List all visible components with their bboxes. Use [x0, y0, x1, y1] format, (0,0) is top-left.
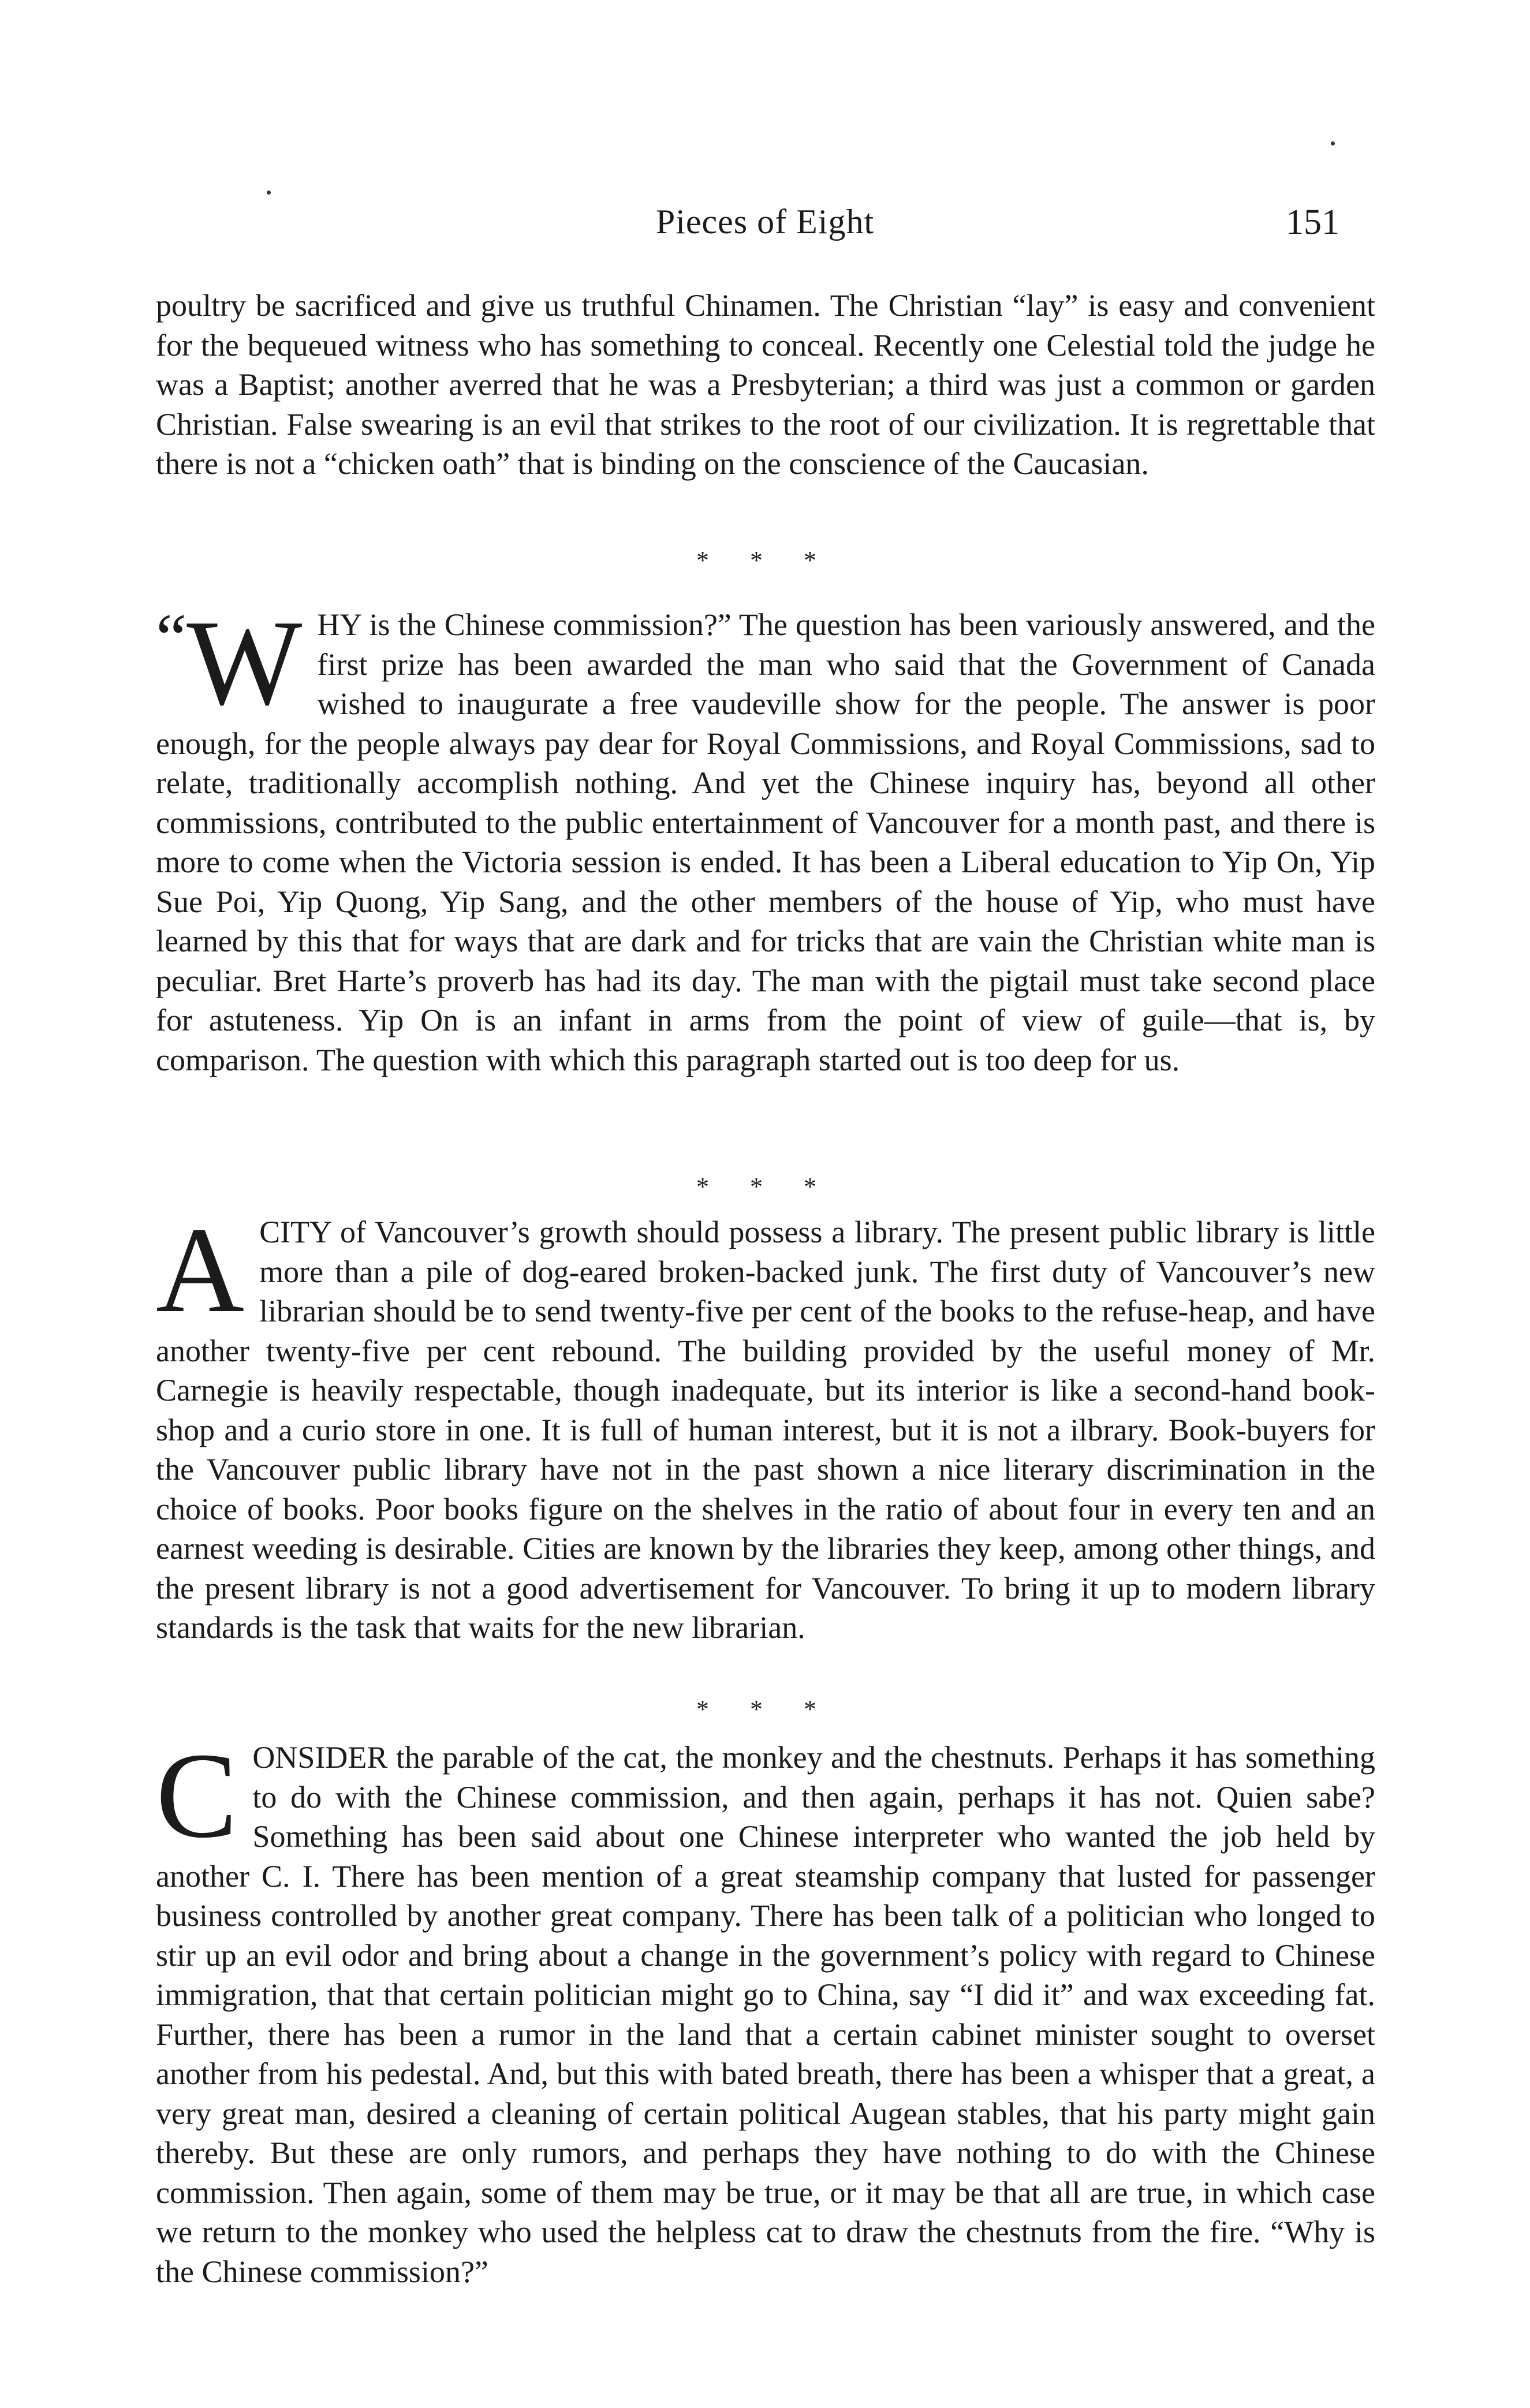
section-separator: * * * — [696, 546, 834, 574]
section-separator: * * * — [696, 1173, 834, 1201]
drop-cap: A — [156, 1202, 245, 1338]
speck-mark — [1331, 141, 1335, 145]
paragraph-body: CITY of Vancouver’s growth should possess a library. The present public library is little more than a pile of dog-eared broken-backed junk. The first duty of Vancouver’s new librarian should be to send twenty-five per cent of the books to the refuse-heap, and have another twenty-five per cent rebound. The building provided by the useful money of Mr. Carnegie is heavily respectable, though inadequate, but its interior is like a second-hand book-shop and a curio store in one. It is full of human interest, but it is not a ilbrary. Book-buyers for the Vancouver public library have not in the past shown a nice literary discrimination in the choice of books. Poor books figure on the shelves in the ratio of about four in every ten and an earnest weeding is desirable. Cities are known by the libraries they keep, among other things, and the present library is not a good advertisement for Vancouver. To bring it up to modern library standards is the task that waits for the new librarian. — [156, 1215, 1375, 1645]
speck-mark — [267, 191, 271, 195]
section-separator: * * * — [696, 1695, 834, 1723]
paragraph-consider-parable — [156, 1727, 1375, 2291]
running-head: Pieces of Eight — [655, 203, 875, 241]
drop-cap: “W — [156, 595, 303, 730]
page-number: 151 — [1286, 203, 1339, 242]
paragraph-why-chinese-commission — [156, 595, 1375, 1080]
paragraph-city-library — [156, 1202, 1375, 1648]
paragraph-continuation: poultry be sacrificed and give us truthful Chinamen. The Christian “lay” is easy and convenient for the bequeued witness who has something to conceal. Recently one Celestial told the judge he was a Baptist; another averred that he was a Presbyterian; a third was just a common or garden Christian. False swearing is an evil that strikes to the root of our civilization. It is regrettable that there is not a “chicken oath” that is binding on the conscience of the Caucasian. — [156, 288, 1375, 481]
page-header — [0, 202, 1530, 248]
drop-cap: C — [156, 1727, 238, 1863]
paragraph-body: HY is the Chinese commission?” The question has been variously answered, and the first prize has been awarded the man who said that the Government of Canada wished to inaugurate a free vaudeville show for the people. The answer is poor enough, for the people always pay dear for Royal Commissions, and Royal Commissions, sad to relate, traditionally accomplish nothing. And yet the Chinese inquiry has, beyond all other commissions, contributed to the public entertainment of Vancouver for a month past, and there is more to come when the Victoria session is ended. It has been a Liberal education to Yip On, Yip Sue Poi, Yip Quong, Yip Sang, and the other members of the house of Yip, who must have learned by this that for ways that are dark and for tricks that are vain the Christian white man is peculiar. Bret Harte’s proverb has had its day. The man with the pigtail must take second place for astuteness. Yip On is an infant in arms from the point of view of guile—that is, by comparison. The question with which this paragraph started out is too deep for us. — [156, 607, 1375, 1077]
paragraph-body: ONSIDER the parable of the cat, the monkey and the chestnuts. Perhaps it has something to do with the Chinese commission, and then again, perhaps it has not. Quien sabe? Something has been said about one Chinese interpreter who wanted the job held by another C. I. There has been mention of a great steamship company that lusted for passenger business controlled by another great company. There has been talk of a politician who longed to stir up an evil odor and bring about a change in the government’s policy with regard to Chinese immigration, that that certain politician might go to China, say “I did it” and wax exceeding fat. Further, there has been a rumor in the land that a certain cabinet minister sought to overset another from his pedestal. And, but this with bated breath, there has been a whisper that a great, a very great man, desired a cleaning of certain political Augean stables, that his party might gain thereby. But these are only rumors, and perhaps they have nothing to do with the Chinese commission. Then again, some of them may be true, or it may be that all are true, in which case we return to the monkey who used the helpless cat to draw the chestnuts from the fire. “Why is the Chinese commission?” — [156, 1740, 1375, 2289]
